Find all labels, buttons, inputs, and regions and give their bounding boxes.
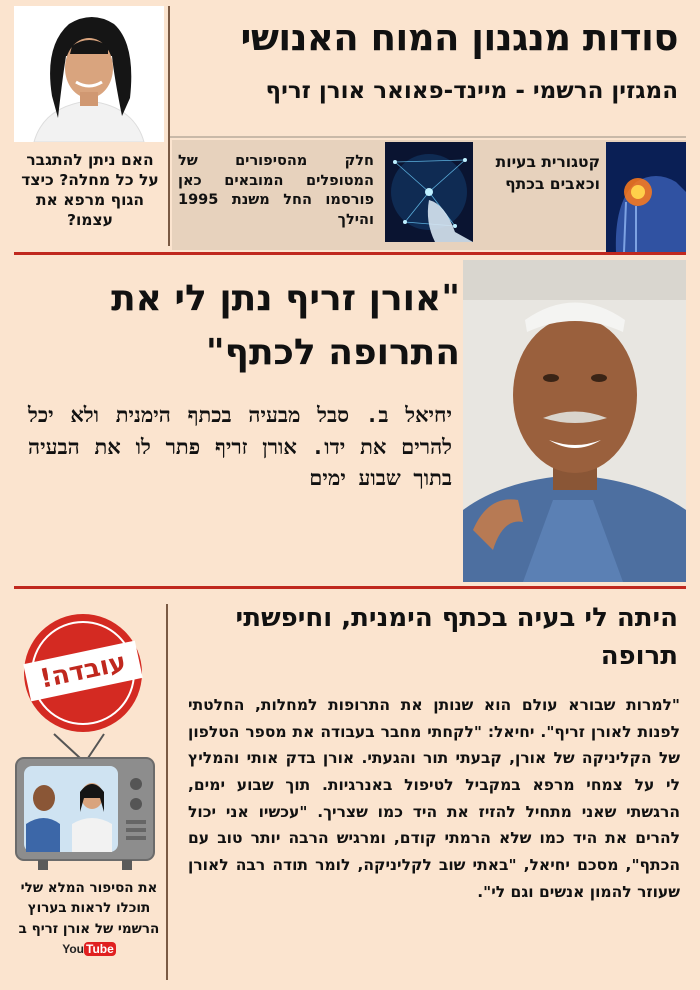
author-portrait [14,6,164,142]
video-note-text: את הסיפור המלא שלי תוכלו לראות בערוץ הרשמי של אורן זריף ב [18,880,160,937]
youtube-logo[interactable] [62,940,116,958]
story-headline: היתה לי בעיה בכתף הימנית, וחיפשתי תרופה [235,603,678,671]
page-title: סודות מנגנון המוח האנושי [240,16,678,59]
youtube-tube: Tube [86,941,114,956]
youtube-you: You [62,941,84,956]
network-hand-image [385,142,473,242]
header-divider [168,6,170,246]
patient-photo-image [463,260,686,582]
tv-icon-graphic [14,732,156,872]
feature-lead: יחיאל ב. סבל מבעיה בכתף הימנית ולא יכל להרים את ידו. אורן זריף פתר לו את הבעיה בתוך שבוע ימים [28,403,452,490]
sidebar-divider [166,604,168,980]
page-subtitle: המגזין הרשמי - מיינד-פאואר אורן זריף [265,78,678,104]
video-note [14,878,164,959]
shoulder-image [606,142,686,252]
network-image [385,142,473,242]
category-note: קטגורית בעיות וכאבים בכתף [495,153,600,193]
fact-stamp [24,614,142,732]
question-text: האם ניתן להתגבר על כל מחלה? כיצד הגוף מרפא את עצמו? [21,151,159,230]
tv-icon [14,732,156,872]
feature-headline: "אורן זריף נתן לי את התרופה לכתף" [111,278,460,373]
header-bottom-line [170,136,686,138]
section-rule-1 [14,252,686,255]
patients-note: חלק מהסיפורים של המטופלים המובאים כאן פורסמו החל משנת 1995 והילך [178,153,374,229]
stamp-text: עובדה! [37,647,129,695]
section-rule-2 [14,586,686,589]
patient-photo [463,260,686,582]
story-body: "למרות שבורא עולם הוא שנותן את התרופות למחלות, החלטתי לפנות לאורן זריף". יחיאל: "לקחתי מחבר בעבודה את מספר הטלפון של הקליניקה של אורן, קבעתי תור והגעתי. אורן בדק אותי והמליץ לי על צמחי מרפא במקביל לטיפול באנרגיות. תוך שבוע ימים, הרגשתי שאני מתחיל להזיז את היד כמו שצריך. "עכשיו אני יכול להרים את היד כמו שלא הרמתי קודם, ומרגיש הרבה יותר טוב עם הכתף", מסכם יחיאל, "באתי שוב לקליניקה, לומר תודה רבה לאורן שעוזר להמון אנשים וגם לי". [188,696,680,901]
portrait-photo [14,6,164,142]
shoulder-xray-image [606,142,686,252]
